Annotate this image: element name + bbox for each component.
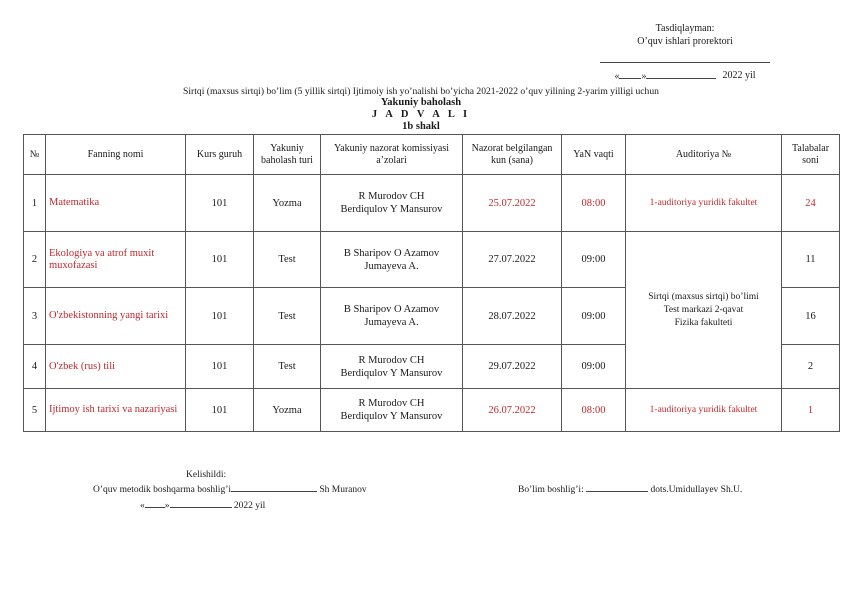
row-subject: O'zbekistonning yangi tarixi: [46, 288, 186, 345]
merged-room-cell: [626, 232, 782, 389]
commission-line-1: R Murodov CH: [358, 398, 425, 409]
agreed-label: Kelishildi:: [186, 470, 227, 480]
schedule-table: [23, 134, 840, 432]
row-type: Test: [254, 345, 321, 389]
right-signature: [518, 482, 742, 497]
commission-line-1: R Murodov CH: [358, 191, 425, 202]
table-row: [24, 389, 840, 432]
row-no: 5: [24, 389, 46, 432]
row-commission: [321, 232, 463, 288]
row-time: 08:00: [562, 389, 626, 432]
header-group: Kurs guruh: [186, 135, 254, 175]
row-students: 2: [782, 345, 840, 389]
heading-line-1: Yakuniy baholash: [380, 97, 462, 108]
table-header-row: [24, 135, 840, 175]
approval-role: O’quv ishlari prorektori: [637, 36, 733, 47]
header-no: №: [24, 135, 46, 175]
room-line-2: Test markazi 2-qavat: [663, 304, 744, 315]
header-time: YaN vaqti: [562, 135, 626, 175]
right-name: dots.Umidullayev Sh.U.: [650, 485, 743, 495]
day-blank: [619, 69, 641, 79]
row-date: 27.07.2022: [463, 232, 562, 288]
commission-line-2: Berdiqulov Y Mansurov: [340, 367, 443, 379]
commission-line-1: B Sharipov O Azamov: [343, 304, 440, 315]
row-subject: O'zbek (rus) tili: [46, 345, 186, 389]
row-type: Test: [254, 288, 321, 345]
header-type: Yakuniy baholash turi: [254, 135, 321, 175]
row-date: 29.07.2022: [463, 345, 562, 389]
left-date-quote-open: «: [140, 501, 145, 511]
left-role: O’quv metodik boshqarma boshlig’i: [93, 485, 231, 495]
room-line-3: Fizika fakulteti: [674, 317, 733, 328]
commission-line-1: R Murodov CH: [358, 354, 425, 366]
commission-line-2: Berdiqulov Y Mansurov: [340, 204, 443, 215]
row-date: 28.07.2022: [463, 288, 562, 345]
row-time: 09:00: [562, 232, 626, 288]
left-date-quote-close: »: [164, 501, 170, 511]
row-type: Yozma: [254, 389, 321, 432]
table-row: [24, 175, 840, 232]
row-group: 101: [186, 389, 254, 432]
row-group: 101: [186, 232, 254, 288]
row-subject: Ekologiya va atrof muxit muxofazasi: [46, 232, 186, 288]
approval-title: Tasdiqlayman:: [655, 23, 715, 34]
row-group: 101: [186, 288, 254, 345]
commission-line-2: Jumayeva A.: [364, 317, 419, 328]
row-group: 101: [186, 345, 254, 389]
date-quote-open: «: [614, 71, 620, 82]
left-day-blank: [145, 498, 165, 508]
left-year: 2022 yil: [233, 501, 266, 511]
row-time: 09:00: [562, 345, 626, 389]
left-signature: [93, 482, 367, 497]
commission-line-2: Jumayeva A.: [364, 260, 419, 272]
row-group: 101: [186, 175, 254, 232]
commission-line-2: Berdiqulov Y Mansurov: [340, 411, 443, 422]
header-commission: Yakuniy nazorat komissiyasi a’zolari: [321, 135, 463, 175]
row-type: Yozma: [254, 175, 321, 232]
row-no: 3: [24, 288, 46, 345]
heading-line-3: 1b shakl: [402, 121, 440, 132]
heading-line-2: J A D V A L I: [371, 109, 471, 120]
row-commission: [321, 345, 463, 389]
approval-date: [600, 69, 770, 83]
row-date: 26.07.2022: [463, 389, 562, 432]
room-line-1: Sirtqi (maxsus sirtqi) bo’limi: [648, 291, 759, 302]
header-date: Nazorat belgilangan kun (sana): [463, 135, 562, 175]
header-students: Talabalar soni: [782, 135, 840, 175]
document-subtitle: Sirtqi (maxsus sirtqi) bo’lim (5 yillik sirtqi) Ijtimoiy ish yo’nalishi bo’yicha 2021-2022 o’quv yilining 2-yarim yilligi uchun: [183, 86, 659, 97]
row-no: 2: [24, 232, 46, 288]
left-date: [140, 498, 265, 513]
right-signature-line: [586, 482, 648, 492]
date-quote-close: »: [641, 71, 647, 82]
left-name: Sh Muranov: [319, 485, 367, 495]
header-subject: Fanning nomi: [46, 135, 186, 175]
row-commission: [321, 389, 463, 432]
signature-line: [600, 52, 770, 63]
row-room: 1-auditoriya yuridik fakultet: [626, 175, 782, 232]
row-students: 24: [782, 175, 840, 232]
row-commission: [321, 288, 463, 345]
approval-year: 2022 yil: [722, 70, 756, 81]
commission-line-1: B Sharipov O Azamov: [343, 247, 440, 259]
month-blank: [646, 69, 716, 79]
header-room: Auditoriya №: [626, 135, 782, 175]
row-no: 4: [24, 345, 46, 389]
row-no: 1: [24, 175, 46, 232]
row-students: 11: [782, 232, 840, 288]
row-students: 1: [782, 389, 840, 432]
table-row: [24, 232, 840, 288]
row-subject: Matematika: [46, 175, 186, 232]
row-date: 25.07.2022: [463, 175, 562, 232]
row-commission: [321, 175, 463, 232]
left-month-blank: [170, 498, 232, 508]
row-time: 09:00: [562, 288, 626, 345]
row-subject: Ijtimoy ish tarixi va nazariyasi: [46, 389, 186, 432]
row-students: 16: [782, 288, 840, 345]
left-signature-line: [231, 482, 317, 492]
right-role: Bo’lim boshlig’i:: [518, 485, 584, 495]
approval-block: [600, 22, 770, 83]
row-room: 1-auditoriya yuridik fakultet: [626, 389, 782, 432]
row-type: Test: [254, 232, 321, 288]
row-time: 08:00: [562, 175, 626, 232]
